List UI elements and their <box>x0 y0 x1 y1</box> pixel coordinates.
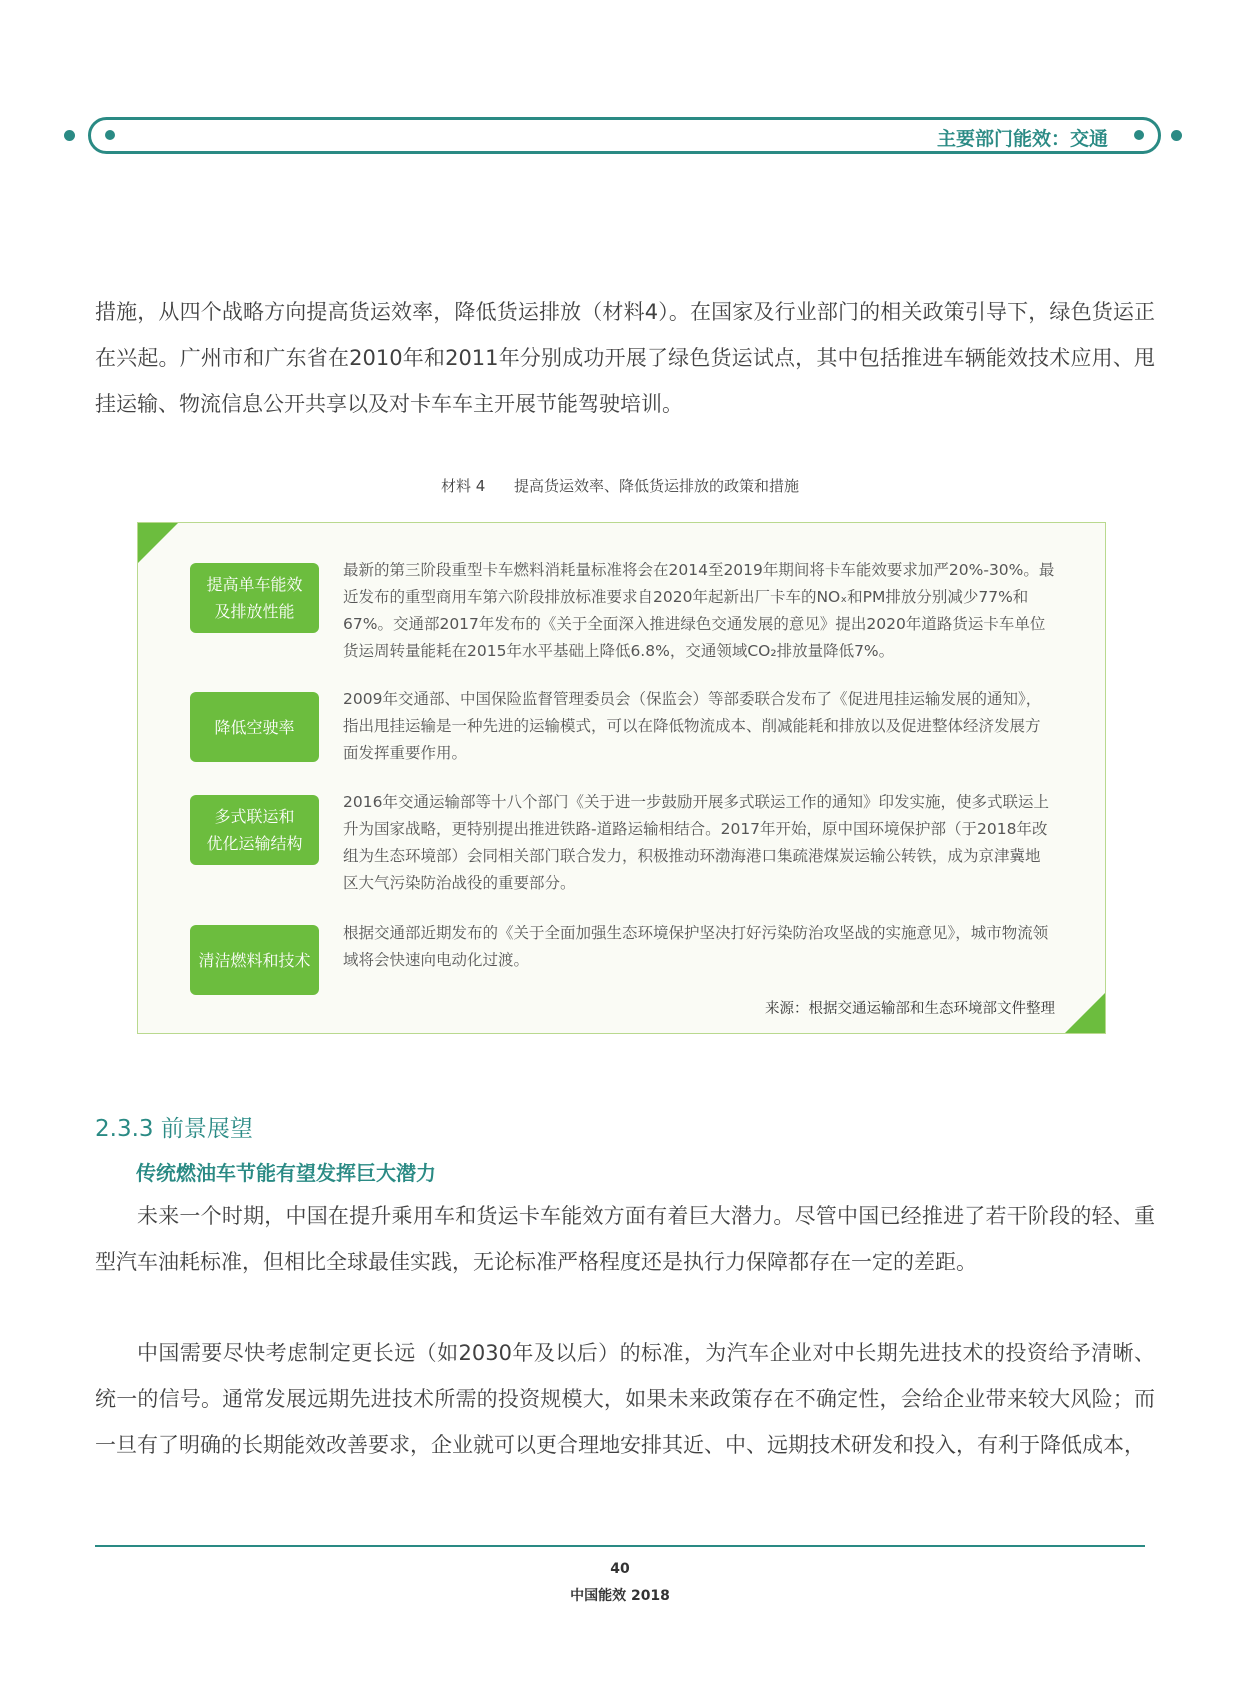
header-right-dot <box>1171 130 1182 141</box>
section-paragraph-1: 未来一个时期，中国在提升乘用车和货运卡车能效方面有着巨大潜力。尽管中国已经推进了若干阶段的轻、重型汽车油耗标准，但相比全球最佳实践，无论标准严格程度还是执行力保障都存在一定的差距。 <box>95 1204 1155 1274</box>
item-text-vehicle-efficiency: 最新的第三阶段重型卡车燃料消耗量标准将会在2014至2019年期间将卡车能效要求加严20%-30%。最近发布的重型商用车第六阶段排放标准要求自2020年起新出厂卡车的NOₓ和PM排放分别减少77%和67%。交通部2017年发布的《关于全面深入推进绿色交通发展的意见》提出2020年道路货运卡车单位货运周转量能耗在2015年水平基础上降低6.8%，交通领域CO₂排放量降低7%。 <box>343 561 1055 660</box>
corner-triangle-bottom-right <box>1065 993 1105 1033</box>
tag-clean-fuel: 清洁燃料和技术 <box>190 925 319 995</box>
footer-title: 中国能效 2018 <box>570 1588 670 1604</box>
intro-paragraph: 措施，从四个战略方向提高货运效率，降低货运排放（材料4）。在国家及行业部门的相关政策引导下，绿色货运正在兴起。广州市和广东省在2010年和2011年分别成功开展了绿色货运试点，其中包括推进车辆能效技术应用、甩挂运输、物流信息公开共享以及对卡车车主开展节能驾驶培训。 <box>95 300 1155 416</box>
tag-empty-running: 降低空驶率 <box>190 692 319 762</box>
footer-divider <box>95 1545 1145 1547</box>
header-bar <box>88 117 1161 154</box>
section-heading: 2.3.3 前景展望 <box>95 1116 253 1142</box>
corner-triangle-top-left <box>138 523 178 563</box>
material-source: 来源：根据交通运输部和生态环境部文件整理 <box>765 1001 1055 1017</box>
item-text-clean-fuel: 根据交通部近期发布的《关于全面加强生态环境保护坚决打好污染防治攻坚战的实施意见》，城市物流领域将会快速向电动化过渡。 <box>343 924 1049 969</box>
header-inner-right-dot <box>1134 130 1144 140</box>
material-box <box>137 522 1106 1034</box>
header-inner-left-dot <box>105 130 115 140</box>
header-left-dot <box>64 130 75 141</box>
tag-vehicle-efficiency: 提高单车能效 及排放性能 <box>190 563 319 633</box>
section-subheading: 传统燃油车节能有望发挥巨大潜力 <box>136 1161 436 1185</box>
item-text-multimodal: 2016年交通运输部等十八个部门《关于进一步鼓励开展多式联运工作的通知》印发实施，使多式联运上升为国家战略，更特别提出推进铁路-道路运输相结合。2017年开始，原中国环境保护部（于2018年改组为生态环境部）会同相关部门联合发力，积极推动环渤海港口集疏港煤炭运输公转铁，成为京津冀地区大气污染防治战役的重要部分。 <box>343 793 1049 892</box>
tag-multimodal: 多式联运和 优化运输结构 <box>190 795 319 865</box>
section-paragraph-2: 中国需要尽快考虑制定更长远（如2030年及以后）的标准，为汽车企业对中长期先进技术的投资给予清晰、统一的信号。通常发展远期先进技术所需的投资规模大，如果未来政策存在不确定性，会给企业带来较大风险；而一旦有了明确的长期能效改善要求，企业就可以更合理地安排其近、中、远期技术研发和投入，有利于降低成本， <box>95 1341 1155 1457</box>
item-text-empty-running: 2009年交通部、中国保险监督管理委员会（保监会）等部委联合发布了《促进甩挂运输发展的通知》，指出甩挂运输是一种先进的运输模式，可以在降低物流成本、削减能耗和排放以及促进整体经济发展方面发挥重要作用。 <box>343 690 1042 762</box>
page-number: 40 <box>610 1561 630 1577</box>
material-caption: 材料 4 提高货运效率、降低货运排放的政策和措施 <box>441 477 799 495</box>
header-title: 主要部门能效：交通 <box>936 128 1108 150</box>
